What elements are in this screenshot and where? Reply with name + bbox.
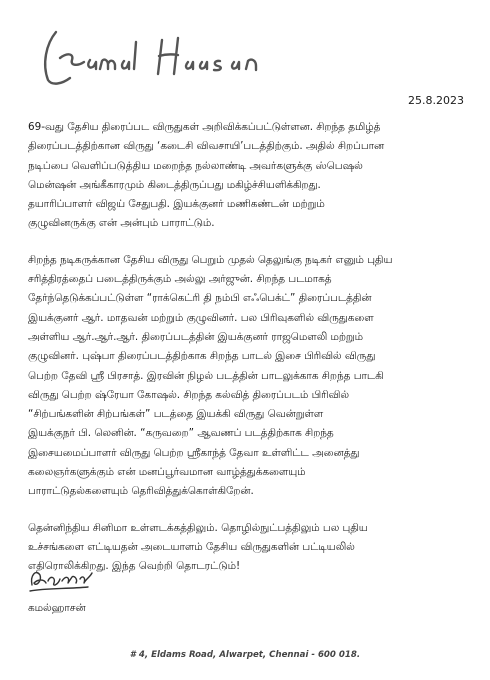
text-line: தேர்ந்தெடுக்கப்பட்டுள்ள “ராக்கெட்ரி தி நம்பி எஃபெக்ட்” திரைப்படத்தின் bbox=[28, 292, 372, 305]
handwritten-signature bbox=[26, 561, 96, 597]
text-line: பாராட்டுதல்களையும் தெரிவித்துக்கொள்கிறேன். bbox=[28, 485, 254, 498]
text-line: விருது பெற்ற ஷ்ரேயா கோஷல். சிறந்த கல்வித் திரைப்படம் பிரிவில் bbox=[28, 388, 349, 401]
text-line: குழுவினருக்கு என் அன்பும் பாராட்டும். bbox=[28, 217, 215, 230]
paragraph bbox=[28, 251, 476, 502]
text-line: எதிரொலிக்கிறது. இந்த வெற்றி தொடரட்டும்! bbox=[28, 560, 241, 573]
text-line: “சிற்பங்களின் சிற்பங்கள்” படத்தை இயக்கி விருது வென்றுள்ள bbox=[28, 408, 324, 421]
text-line: நடிப்பை வெளிப்படுத்திய மறைந்த நல்லாண்டி அவர்களுக்கு ஸ்பெஷல் bbox=[28, 159, 363, 172]
footer-address: # 4, Eldams Road, Alwarpet, Chennai - 600 018. bbox=[129, 650, 361, 660]
kamal-haasan-logo bbox=[38, 22, 288, 94]
text-line: சிறந்த நடிகருக்கான தேசிய விருது பெறும் முதல் தெலுங்கு நடிகர் எனும் புதிய bbox=[28, 253, 393, 266]
signer-name: கமல்ஹாசன் bbox=[28, 602, 86, 614]
text-line: தென்னிந்திய சினிமா உள்ளடக்கத்திலும். தொழில்நுட்பத்திலும் பல புதிய bbox=[28, 521, 368, 534]
text-line: இசையமைப்பாளர் விருது பெற்ற ஸ்ரீகாந்த் தேவா உள்ளிட்ட அனைத்து bbox=[28, 446, 360, 459]
letter-body bbox=[28, 118, 476, 594]
text-line: திரைப்படத்திற்கான விருது ‘கடைசி விவசாயி’படத்திற்கும். அதில் சிறப்பான bbox=[28, 140, 385, 153]
text-line: பெற்ற தேவி ஸ்ரீ பிரசாத். இரவின் நிழல் படத்தின் பாடலுக்காக சிறந்த பாடகி bbox=[28, 369, 384, 382]
text-line: இயக்குனர் ஆர். மாதவன் மற்றும் குழுவினர். பல பிரிவுகளில் விருதுகளை bbox=[28, 311, 374, 324]
text-line: உச்சங்களை எட்டியதன் அடையாளம் தேசிய விருதுகளின் பட்டியலில் bbox=[28, 540, 355, 553]
text-line: அள்ளிய ஆர்.ஆர்.ஆர். திரைப்படத்தின் இயக்குனர் ராஜமௌலி மற்றும் bbox=[28, 330, 363, 343]
text-line: சரித்திரத்தைப் படைத்திருக்கும் அல்லு அர்ஜுன். சிறந்த படமாகத் bbox=[28, 273, 332, 286]
text-line: தயாரிப்பாளர் விஜய் சேதுபதி. இயக்குனர் மணிகண்டன் மற்றும் bbox=[28, 198, 325, 211]
text-line: மென்ஷன் அங்கீகாரமும் கிடைத்திருப்பது மகிழ்ச்சியளிக்கிறது. bbox=[28, 178, 321, 191]
text-line: கலைஞர்களுக்கும் என் மனப்பூர்வமான வாழ்த்துக்களையும் bbox=[28, 466, 306, 479]
text-line: இயக்குநர் பி. லெனின். “கருவறை” ஆவணப் படத்திற்காக சிறந்த bbox=[28, 427, 334, 440]
text-line: குழுவினர். புஷ்பா திரைப்படத்திற்காக சிறந்த பாடல் இசை பிரிவில் விருது bbox=[28, 350, 376, 363]
letter-date: 25.8.2023 bbox=[408, 94, 464, 107]
text-line: 69-வது தேசிய திரைப்பட விருதுகள் அறிவிக்கப்பட்டுள்ளன. சிறந்த தமிழ்த் bbox=[28, 121, 381, 133]
paragraph bbox=[28, 118, 476, 234]
